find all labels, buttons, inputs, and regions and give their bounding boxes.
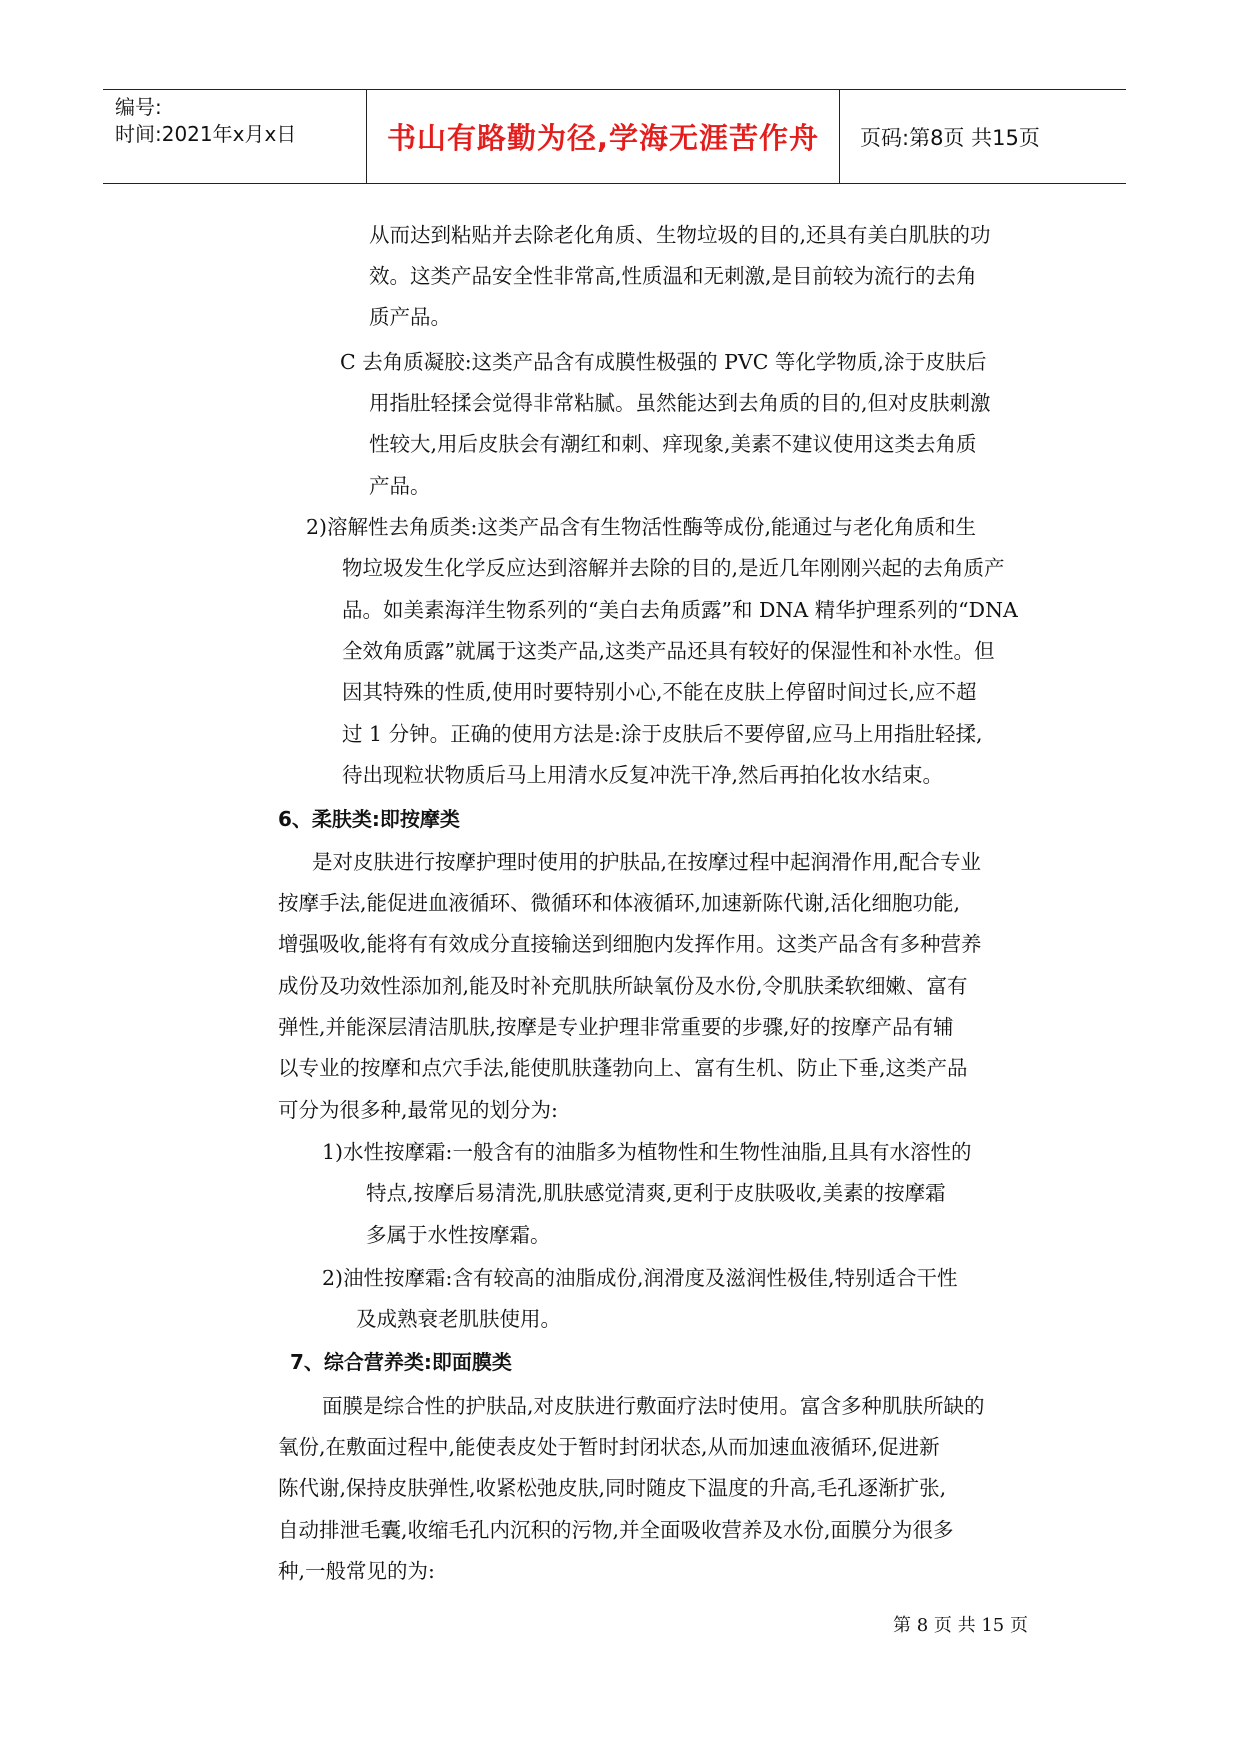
body-line: 自动排泄毛囊,收缩毛孔内沉积的污物,并全面吸收营养及水份,面膜分为很多 [278,1518,954,1542]
page-header [103,89,1126,184]
header-meta [115,90,365,187]
body-line: 种,一般常见的为: [278,1559,435,1583]
section-heading: 6、柔肤类:即按摩类 [278,807,460,831]
body-line: 成份及功效性添加剂,能及时补充肌肤所缺氧份及水份,令肌肤柔软细嫩、富有 [278,974,968,998]
body-line: 用指肚轻揉会觉得非常粘腻。虽然能达到去角质的目的,但对皮肤刺激 [369,391,991,415]
body-line: 因其特殊的性质,使用时要特别小心,不能在皮肤上停留时间过长,应不超 [342,680,977,704]
header-motto-cell [366,90,840,183]
body-line: 效。这类产品安全性非常高,性质温和无刺激,是目前较为流行的去角 [369,264,977,288]
body-line: 产品。 [369,474,431,498]
section-heading: 7、综合营养类:即面膜类 [290,1350,512,1374]
body-line: 物垃圾发生化学反应达到溶解并去除的目的,是近几年刚刚兴起的去角质产 [342,556,1005,580]
body-line: 质产品。 [369,305,451,329]
body-line: 陈代谢,保持皮肤弹性,收紧松弛皮肤,同时随皮下温度的升高,毛孔逐渐扩张, [278,1476,947,1500]
body-line: 待出现粒状物质后马上用清水反复冲洗干净,然后再拍化妆水结束。 [342,763,944,787]
body-line: 氧份,在敷面过程中,能使表皮处于暂时封闭状态,从而加速血液循环,促进新 [278,1435,940,1459]
document-time-label: 时间:2021年x月x日 [115,122,297,146]
body-line: 2)油性按摩霜:含有较高的油脂成份,润滑度及滋润性极佳,特别适合干性 [322,1266,958,1290]
body-line: 弹性,并能深层清洁肌肤,按摩是专业护理非常重要的步骤,好的按摩产品有辅 [278,1015,954,1039]
page-footer: 第 8 页 共 15 页 [893,1615,1028,1636]
body-line: 2)溶解性去角质类:这类产品含有生物活性酶等成份,能通过与老化角质和生 [306,515,976,539]
body-line: 多属于水性按摩霜。 [366,1223,551,1247]
body-line: 可分为很多种,最常见的划分为: [278,1098,558,1122]
body-line: 及成熟衰老肌肤使用。 [356,1307,561,1331]
body-line: 面膜是综合性的护肤品,对皮肤进行敷面疗法时使用。富含多种肌肤所缺的 [322,1394,985,1418]
body-line: 是对皮肤进行按摩护理时使用的护肤品,在按摩过程中起润滑作用,配合专业 [312,850,982,874]
body-line: 全效角质露”就属于这类产品,这类产品还具有较好的保湿性和补水性。但 [342,639,995,663]
body-line: 按摩手法,能促进血液循环、微循环和体液循环,加速新陈代谢,活化细胞功能, [278,891,961,915]
header-page-info: 页码:第8页 共15页 [860,125,1040,150]
body-line: 1)水性按摩霜:一般含有的油脂多为植物性和生物性油脂,且具有水溶性的 [322,1140,972,1164]
header-motto: 书山有路勤为径,学海无涯苦作舟 [386,121,820,155]
body-line: 从而达到粘贴并去除老化角质、生物垃圾的目的,还具有美白肌肤的功 [369,223,991,247]
body-line: 性较大,用后皮肤会有潮红和刺、痒现象,美素不建议使用这类去角质 [369,432,977,456]
body-line: 过 1 分钟。正确的使用方法是:涂于皮肤后不要停留,应马上用指肚轻揉, [342,722,983,746]
body-line: 品。如美素海洋生物系列的“美白去角质露”和 DNA 精华护理系列的“DNA [342,598,1018,622]
body-line: 以专业的按摩和点穴手法,能使肌肤蓬勃向上、富有生机、防止下垂,这类产品 [278,1056,968,1080]
document-number-label: 编号: [115,95,162,119]
body-line: 特点,按摩后易清洗,肌肤感觉清爽,更利于皮肤吸收,美素的按摩霜 [366,1181,946,1205]
body-line: 增强吸收,能将有有效成分直接输送到细胞内发挥作用。这类产品含有多种营养 [278,932,982,956]
body-line: C 去角质凝胶:这类产品含有成膜性极强的 PVC 等化学物质,涂于皮肤后 [340,350,987,374]
header-page-info-cell [860,90,1120,183]
